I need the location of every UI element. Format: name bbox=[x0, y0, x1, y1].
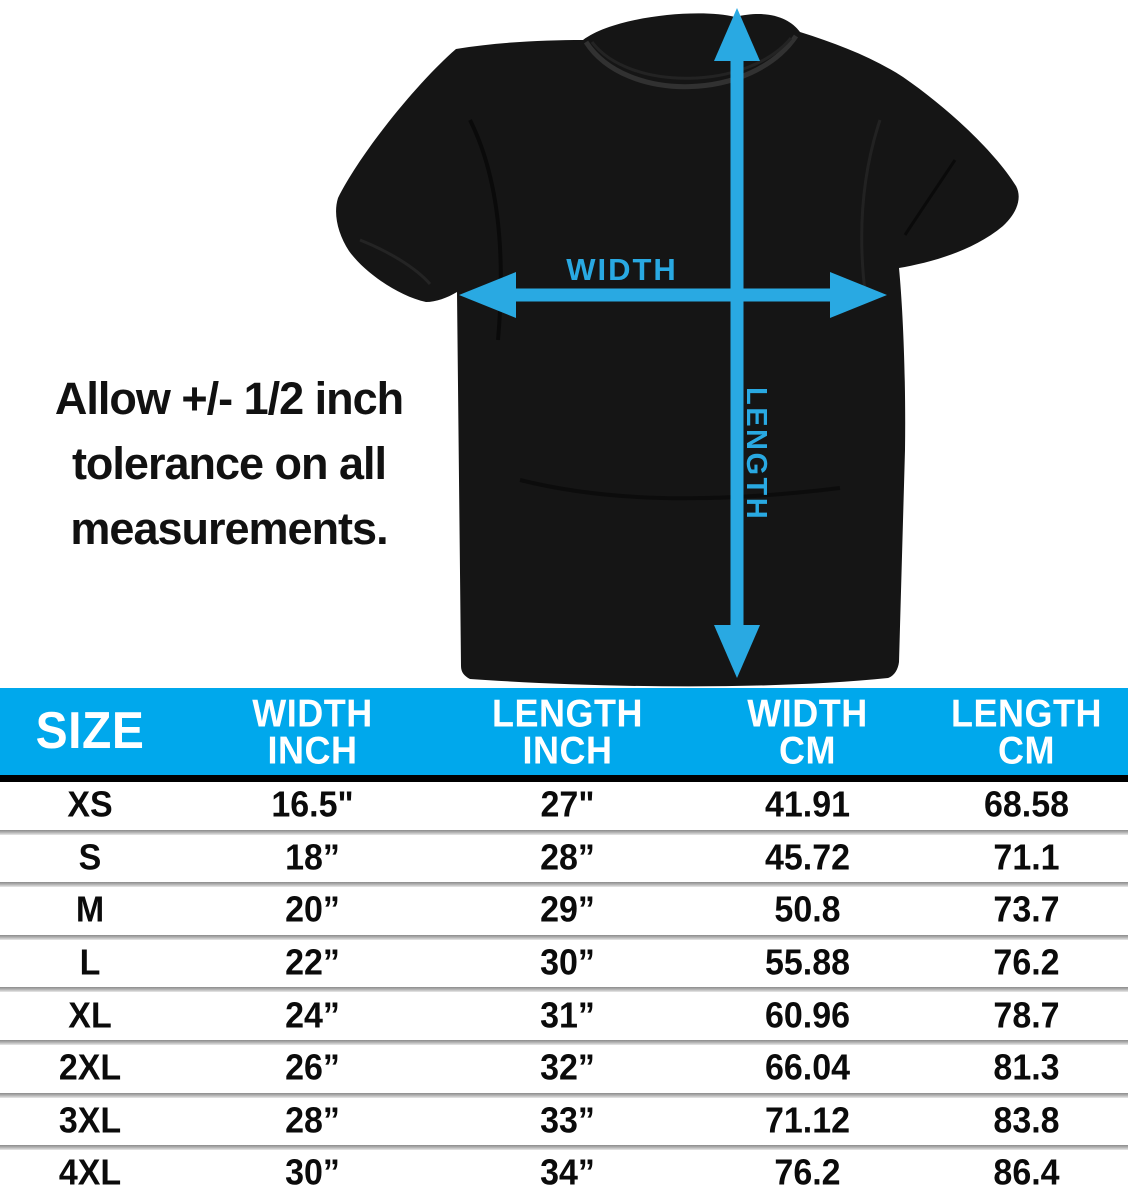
length-label: LENGTH bbox=[740, 387, 772, 522]
length-cm-cell: 86.4 bbox=[993, 1153, 1060, 1194]
tolerance-note bbox=[0, 366, 458, 561]
table-row bbox=[0, 782, 1128, 830]
length-inch-cell: 34” bbox=[540, 1153, 595, 1194]
size-cell: XS bbox=[67, 785, 113, 826]
length-cm-cell: 78.7 bbox=[993, 995, 1060, 1036]
table-row bbox=[0, 835, 1128, 883]
length-cm-cell: 83.8 bbox=[993, 1100, 1060, 1141]
table-row bbox=[0, 940, 1128, 988]
size-table-body bbox=[0, 782, 1128, 1198]
width-label: WIDTH bbox=[566, 252, 678, 287]
length-cm-cell: 71.1 bbox=[993, 837, 1060, 878]
width-cm-cell: 71.12 bbox=[764, 1100, 851, 1141]
size-cell: 4XL bbox=[58, 1153, 122, 1194]
length-inch-cell: 32” bbox=[540, 1048, 595, 1089]
length-inch-cell: 29” bbox=[540, 890, 595, 931]
header-width-inch: WIDTH INCH bbox=[252, 690, 373, 772]
tolerance-note-line: measurements. bbox=[70, 503, 388, 554]
size-cell: L bbox=[79, 943, 101, 984]
size-cell: XL bbox=[68, 995, 112, 1036]
table-row bbox=[0, 887, 1128, 935]
width-inch-cell: 20” bbox=[285, 890, 340, 931]
width-cm-cell: 45.72 bbox=[764, 837, 851, 878]
width-inch-cell: 30” bbox=[285, 1153, 340, 1194]
tshirt-image bbox=[336, 13, 1019, 686]
table-row bbox=[0, 1098, 1128, 1146]
size-table-header bbox=[0, 688, 1128, 782]
header-length-cm: LENGTH CM bbox=[951, 690, 1102, 772]
length-inch-cell: 28” bbox=[540, 837, 595, 878]
header-size: SIZE bbox=[35, 702, 145, 760]
length-cm-cell: 76.2 bbox=[993, 943, 1060, 984]
table-row bbox=[0, 1045, 1128, 1093]
table-row bbox=[0, 1150, 1128, 1198]
header-length-inch: LENGTH INCH bbox=[492, 690, 643, 772]
width-cm-cell: 66.04 bbox=[764, 1048, 851, 1089]
size-cell: 3XL bbox=[58, 1100, 122, 1141]
tolerance-note-line: Allow +/- 1/2 inch bbox=[54, 373, 404, 424]
width-cm-cell: 55.88 bbox=[764, 943, 851, 984]
length-cm-cell: 81.3 bbox=[993, 1048, 1060, 1089]
length-cm-cell: 73.7 bbox=[993, 890, 1060, 931]
width-inch-cell: 22” bbox=[285, 943, 340, 984]
size-cell: M bbox=[75, 890, 105, 931]
length-inch-cell: 31” bbox=[540, 995, 595, 1036]
length-cm-cell: 68.58 bbox=[983, 785, 1070, 826]
size-cell: S bbox=[78, 837, 102, 878]
width-cm-cell: 76.2 bbox=[774, 1153, 841, 1194]
width-inch-cell: 18” bbox=[285, 837, 340, 878]
width-cm-cell: 60.96 bbox=[764, 995, 851, 1036]
width-inch-cell: 28” bbox=[285, 1100, 340, 1141]
width-inch-cell: 16.5" bbox=[271, 785, 354, 826]
table-row bbox=[0, 992, 1128, 1040]
size-table bbox=[0, 688, 1128, 1198]
size-cell: 2XL bbox=[58, 1048, 122, 1089]
length-inch-cell: 27" bbox=[540, 785, 595, 826]
width-cm-cell: 41.91 bbox=[764, 785, 851, 826]
width-inch-cell: 24” bbox=[285, 995, 340, 1036]
length-inch-cell: 33” bbox=[540, 1100, 595, 1141]
width-inch-cell: 26” bbox=[285, 1048, 340, 1089]
tolerance-note-line: tolerance on all bbox=[71, 438, 387, 489]
width-cm-cell: 50.8 bbox=[774, 890, 841, 931]
length-inch-cell: 30” bbox=[540, 943, 595, 984]
header-width-cm: WIDTH CM bbox=[747, 690, 868, 772]
